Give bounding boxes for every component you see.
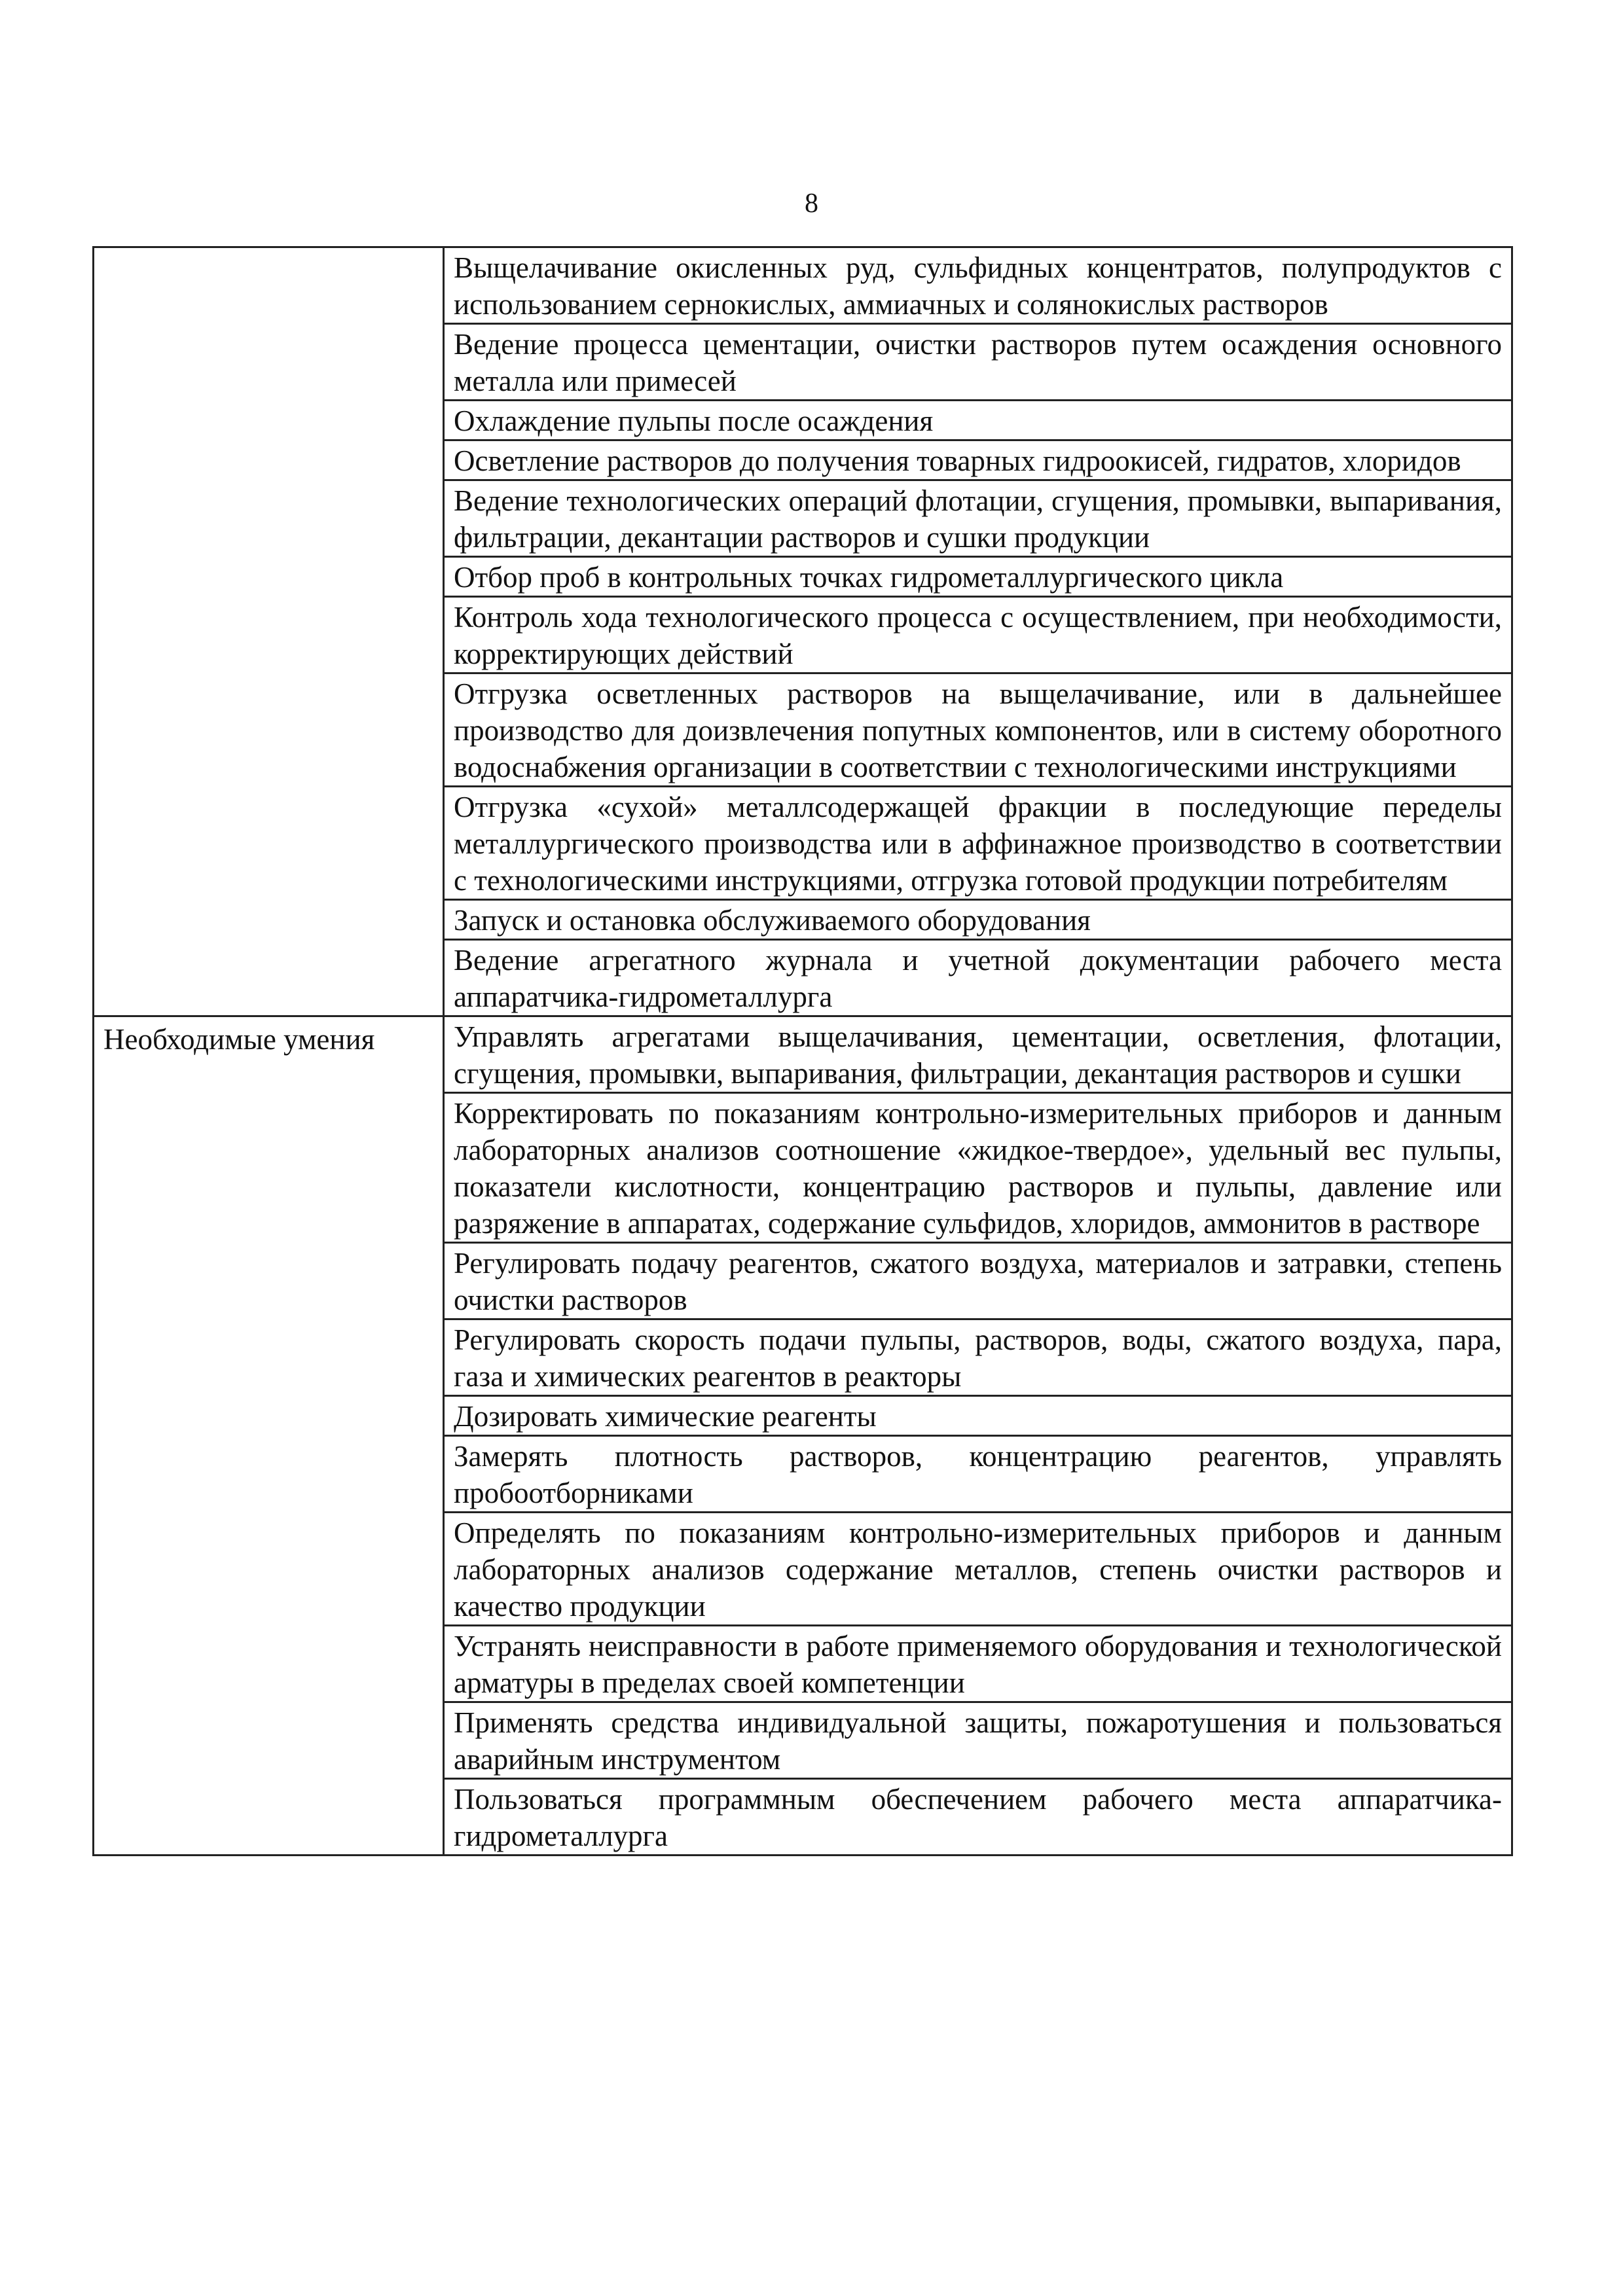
table-cell-item (444, 440, 1512, 480)
table-cell-item (444, 597, 1512, 673)
table-cell-item (444, 1243, 1512, 1319)
table-cell-item (444, 1513, 1512, 1626)
cell-text: Пользоваться программным обеспечением рабочего места аппаратчика-гидрометаллурга (454, 1783, 1502, 1852)
cell-text: Отбор проб в контрольных точках гидрометаллургического цикла (454, 561, 1284, 594)
cell-text: Определять по показаниям контрольно-измерительных приборов и данным лабораторных анализов содержание металлов, степень очистки растворов и качество продукции (454, 1516, 1502, 1623)
page-number: 8 (805, 188, 818, 219)
cell-text: Осветление растворов до получения товарных гидроокисей, гидратов, хлоридов (454, 444, 1461, 477)
table-cell-item (444, 1093, 1512, 1243)
table-row (94, 247, 1512, 324)
table-cell-item (444, 1016, 1512, 1093)
table-cell-item (444, 673, 1512, 787)
cell-text: Ведение технологических операций флотации, сгущения, промывки, выпаривания, фильтрации, декантации растворов и сушки продукции (454, 484, 1502, 554)
table-cell-item (444, 480, 1512, 557)
row-label-continued (94, 247, 444, 1016)
table-cell-item (444, 1702, 1512, 1779)
cell-text: Применять средства индивидуальной защиты, пожаротушения и пользоваться аварийным инструментом (454, 1706, 1502, 1776)
table-row (94, 1016, 1512, 1093)
competency-table-body (94, 247, 1512, 1856)
cell-text: Отгрузка осветленных растворов на выщелачивание, или в дальнейшее производство для доизвлечения попутных компонентов, или в систему оборотного водоснабжения организации в соответствии с технологическими инструкциями (454, 677, 1502, 783)
table-cell-item (444, 557, 1512, 597)
cell-text: Ведение агрегатного журнала и учетной документации рабочего места аппаратчика-гидрометаллурга (454, 944, 1502, 1013)
cell-text: Регулировать скорость подачи пульпы, растворов, воды, сжатого воздуха, пара, газа и химических реагентов в реакторы (454, 1323, 1502, 1393)
cell-text: Контроль хода технологического процесса с осуществлением, при необходимости, корректирующих действий (454, 601, 1502, 670)
table-cell-item (444, 940, 1512, 1016)
cell-text: Выщелачивание окисленных руд, сульфидных концентратов, полупродуктов с использованием сернокислых, аммиачных и солянокислых растворов (454, 251, 1502, 321)
table-cell-item (444, 900, 1512, 940)
cell-text: Устранять неисправности в работе применяемого оборудования и технологической арматуры в пределах своей компетенции (454, 1630, 1502, 1699)
row-label-skills: Необходимые умения (94, 1016, 444, 1856)
table-cell-item (444, 1436, 1512, 1513)
cell-text: Ведение процесса цементации, очистки растворов путем осаждения основного металла или примесей (454, 328, 1502, 397)
cell-text: Дозировать химические реагенты (454, 1400, 877, 1433)
competency-table (92, 246, 1513, 1856)
table-cell-item (444, 247, 1512, 324)
cell-text: Охлаждение пульпы после осаждения (454, 404, 934, 437)
cell-text: Корректировать по показаниям контрольно-измерительных приборов и данным лабораторных анализов соотношение «жидкое-твердое», удельный вес пульпы, показатели кислотности, концентрацию растворов и пульпы, давление или разряжение в аппаратах, содержание сульфидов, хлоридов, аммонитов в растворе (454, 1097, 1502, 1240)
cell-text: Регулировать подачу реагентов, сжатого воздуха, материалов и затравки, степень очистки растворов (454, 1247, 1502, 1316)
table-cell-item (444, 1319, 1512, 1396)
table-cell-item (444, 787, 1512, 900)
table-cell-item (444, 324, 1512, 401)
table-cell-item (444, 1626, 1512, 1702)
cell-text: Запуск и остановка обслуживаемого оборудования (454, 904, 1091, 937)
cell-text: Отгрузка «сухой» металлсодержащей фракции в последующие переделы металлургического производства или в аффинажное производство в соответствии с технологическими инструкциями, отгрузка готовой продукции потребителям (454, 791, 1502, 897)
cell-text: Замерять плотность растворов, концентрацию реагентов, управлять пробоотборниками (454, 1440, 1502, 1509)
table-cell-item (444, 1779, 1512, 1856)
cell-text: Управлять агрегатами выщелачивания, цементации, осветления, флотации, сгущения, промывки, выпаривания, фильтрации, декантация растворов и сушки (454, 1020, 1502, 1090)
table-cell-item (444, 1396, 1512, 1436)
table-cell-item (444, 401, 1512, 440)
